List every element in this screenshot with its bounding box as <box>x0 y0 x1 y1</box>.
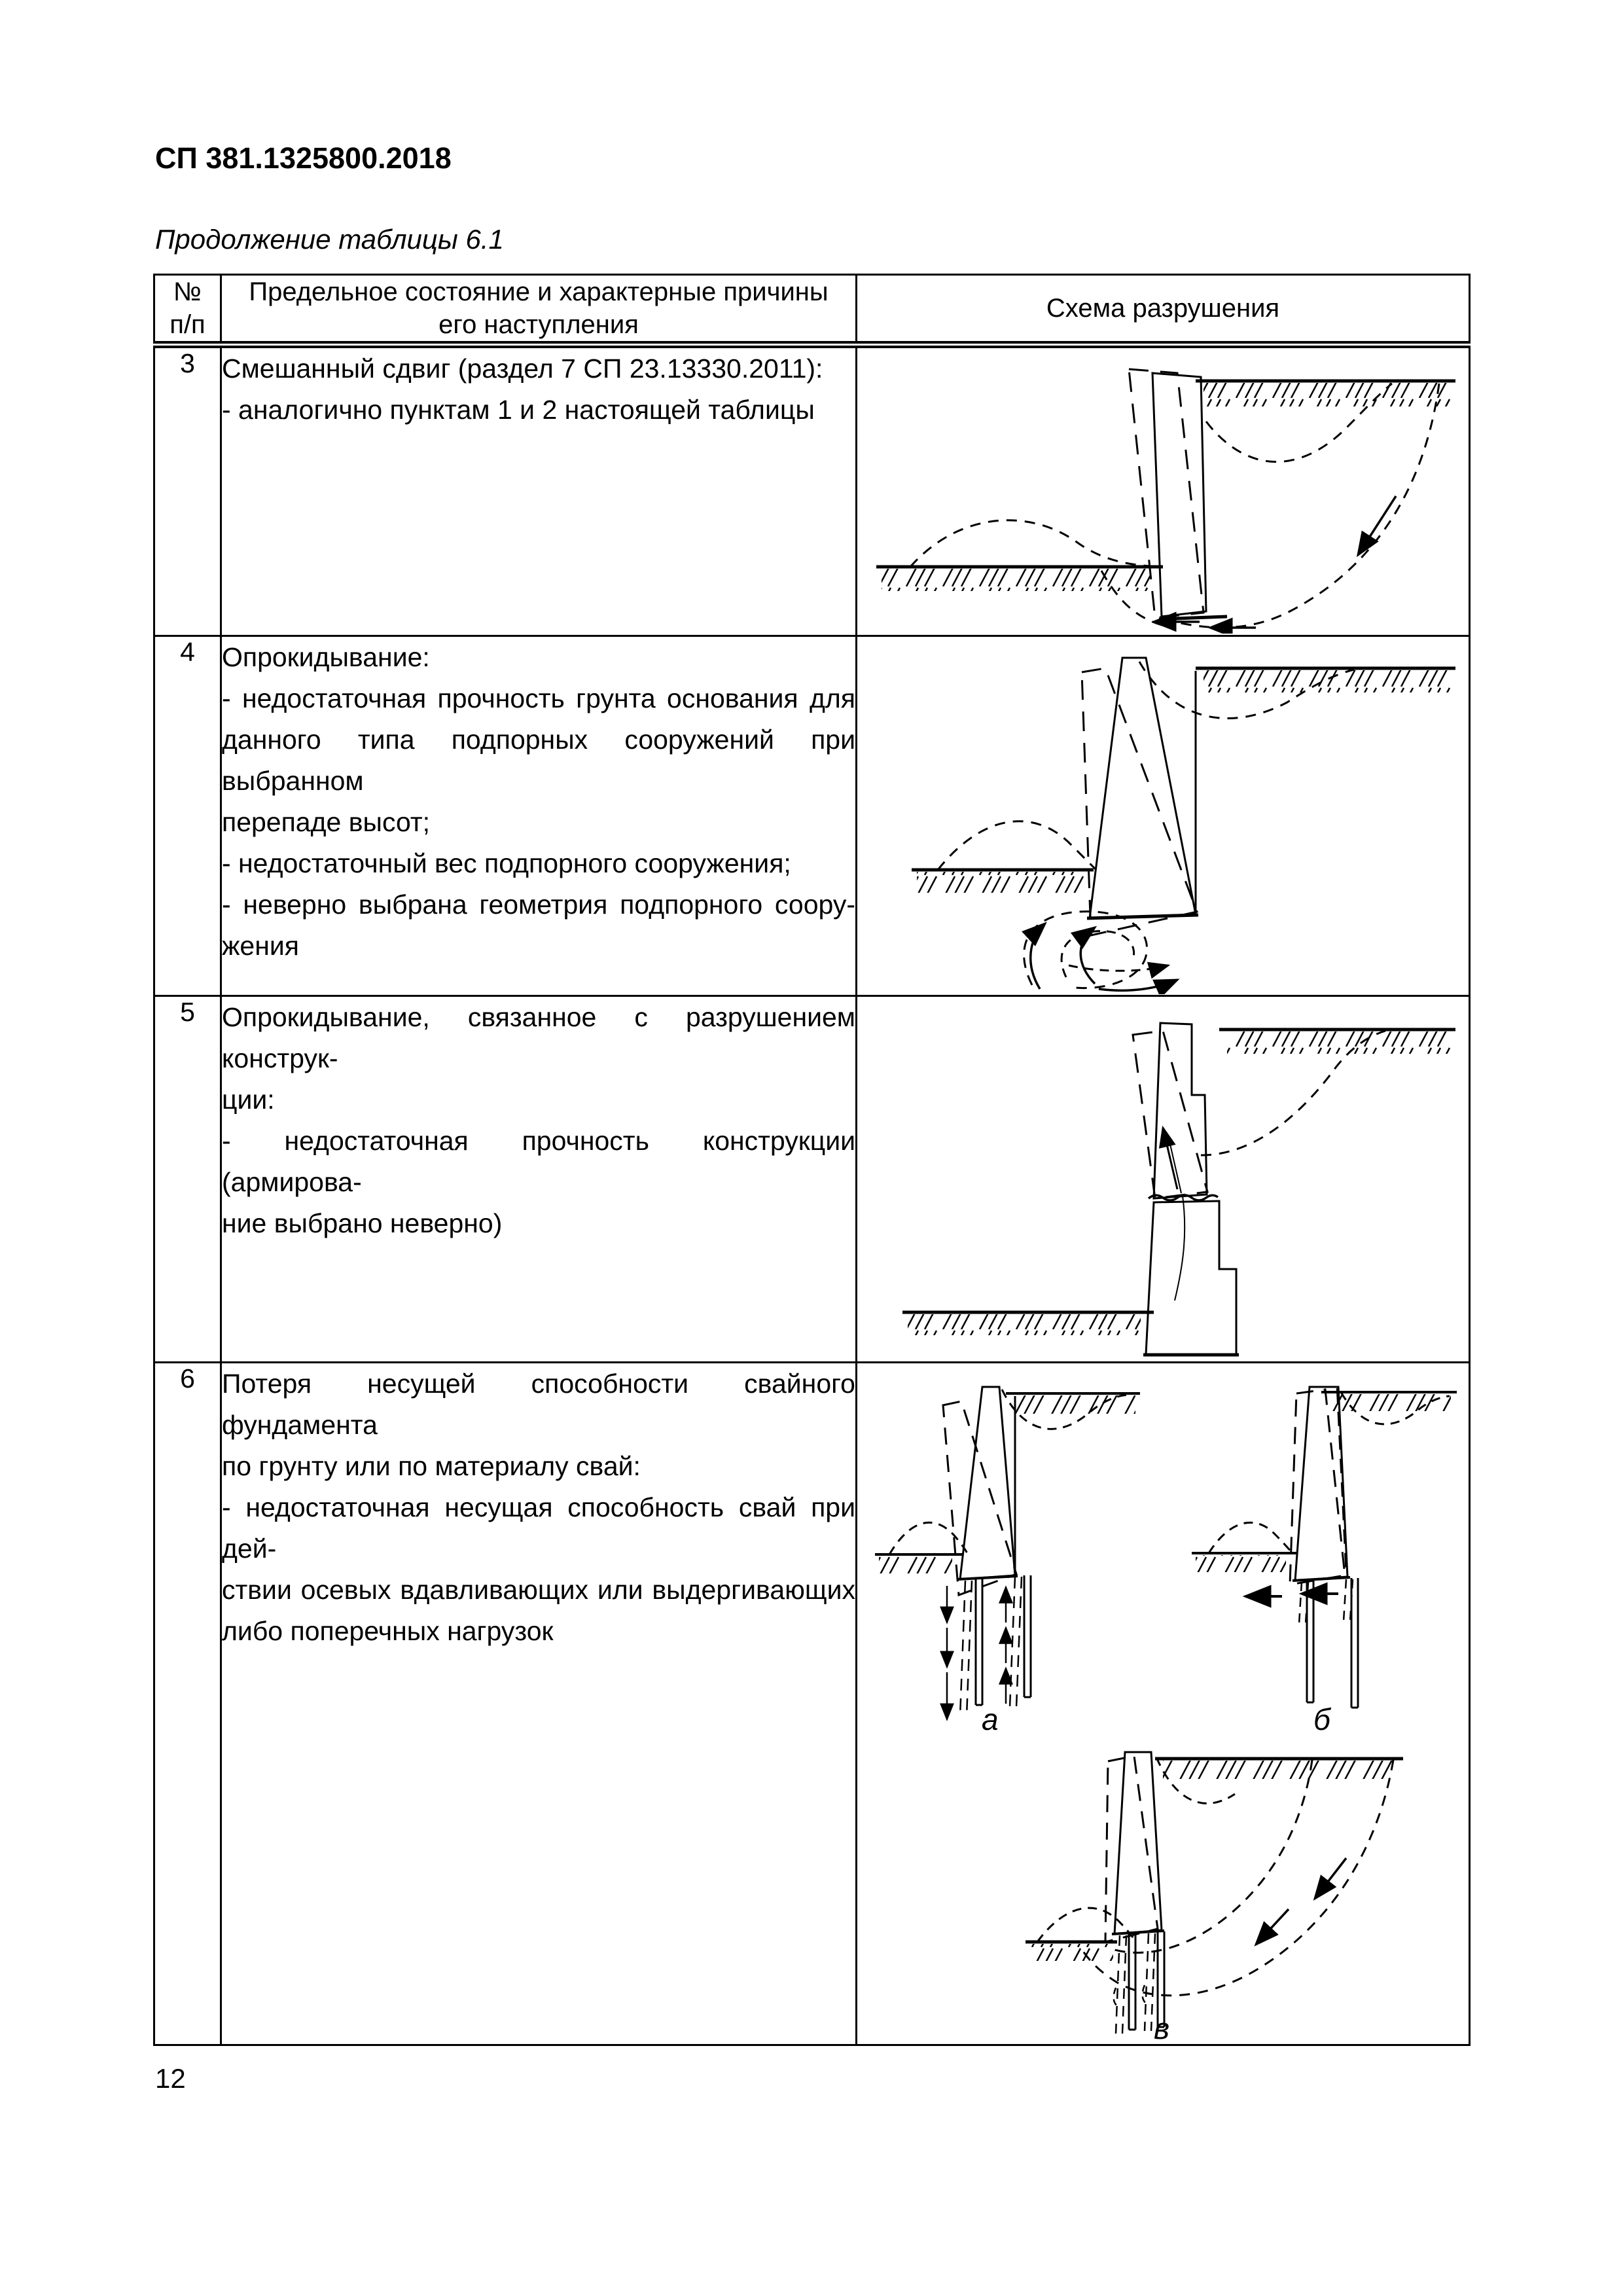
row6-cause-text <box>221 1363 857 2045</box>
cause-text-line: - аналогично пунктам 1 и 2 настоящей таблицы <box>222 395 815 425</box>
table-row-4 <box>154 636 1470 996</box>
header-num-top: № <box>173 278 202 306</box>
row4-scheme-cell <box>857 636 1470 996</box>
cause-text-line: - неверно выбрана геометрия подпорного соору- <box>222 889 855 920</box>
table-caption: Продолжение таблицы 6.1 <box>155 224 504 255</box>
cause-text-line: - недостаточная прочность конструкции (армирова- <box>222 1126 855 1197</box>
structural-failure-diagram <box>868 999 1457 1359</box>
cause-text-line: - недостаточная несущая способность свай при дей- <box>222 1492 855 1564</box>
cause-text-line: данного типа подпорных сооружений при выбранном <box>222 725 855 796</box>
cause-text-line: ции: <box>222 1085 275 1115</box>
diagram-label-v: в <box>1154 2011 1170 2044</box>
cause-text-line: перепаде высот; <box>222 807 431 837</box>
row5-scheme-cell <box>857 996 1470 1363</box>
pile-failure-diagrams <box>857 1363 1469 2044</box>
header-limit-state-line2: его наступления <box>438 310 639 339</box>
diagram-label-b: б <box>1313 1702 1330 1735</box>
page-number: 12 <box>155 2063 186 2094</box>
header-failure-scheme: Схема разрушения <box>857 275 1470 345</box>
pile-axial-failure-diagram-a <box>867 1367 1142 1735</box>
header-num-bottom: п/п <box>169 310 205 339</box>
header-limit-state <box>221 275 857 345</box>
pile-deep-slip-failure-diagram-v <box>921 1735 1405 2044</box>
mixed-shear-failure-diagram <box>868 351 1457 634</box>
diagram-label-a: а <box>982 1702 999 1735</box>
cause-text-line: - недостаточный вес подпорного сооружения; <box>222 848 791 878</box>
cause-text-line: либо поперечных нагрузок <box>222 1616 554 1646</box>
document-code: СП 381.1325800.2018 <box>155 141 452 175</box>
table-row-5 <box>154 996 1470 1363</box>
row3-number: 3 <box>154 345 221 636</box>
cause-text-line: Смешанный сдвиг (раздел 7 СП 23.13330.2011): <box>222 353 823 384</box>
row6-scheme-cell <box>857 1363 1470 2045</box>
header-limit-state-line1: Предельное состояние и характерные причины <box>249 278 829 306</box>
row5-cause-text <box>221 996 857 1363</box>
table-header-row <box>154 275 1470 345</box>
row4-cause-text <box>221 636 857 996</box>
overturning-failure-diagram <box>868 639 1457 994</box>
limit-states-table <box>153 274 1471 2046</box>
row5-number: 5 <box>154 996 221 1363</box>
row6-number: 6 <box>154 1363 221 2045</box>
cause-text-line: - недостаточная прочность грунта основания для <box>222 683 855 713</box>
cause-text-line: Потеря несущей способности свайного фундамента <box>222 1369 855 1440</box>
cause-text-line: Опрокидывание: <box>222 642 430 672</box>
pile-lateral-failure-diagram-b <box>1184 1367 1459 1735</box>
table-row-3 <box>154 345 1470 636</box>
cause-text-line: Опрокидывание, связанное с разрушением конструк- <box>222 1002 855 1073</box>
table-row-6 <box>154 1363 1470 2045</box>
cause-text-line: по грунту или по материалу свай: <box>222 1451 641 1481</box>
cause-text-line: ствии осевых вдавливающих или выдергивающих <box>222 1575 855 1605</box>
cause-text-line: жения <box>222 931 299 961</box>
row4-number: 4 <box>154 636 221 996</box>
row3-scheme-cell <box>857 345 1470 636</box>
header-num <box>154 275 221 345</box>
row3-cause-text <box>221 345 857 636</box>
cause-text-line: ние выбрано неверно) <box>222 1208 503 1238</box>
pile-failure-diagrams-top <box>867 1367 1459 1735</box>
